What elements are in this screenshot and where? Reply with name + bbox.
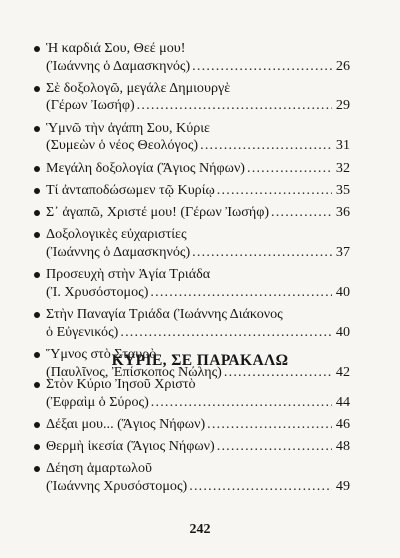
- leader-dots: [207, 416, 332, 434]
- toc-entry[interactable]: [34, 182, 350, 200]
- toc-entry-title: Ὕμνος στὸ Σταυρὸ: [46, 346, 157, 363]
- toc-entry-author: (Γέρων Ἰωσήφ): [46, 97, 135, 114]
- toc-entry-title: Δέξαι μου... (Ἅγιος Νήφων): [46, 415, 206, 432]
- leader-dots: [192, 244, 332, 262]
- toc-entry-title: Σὲ δοξολογῶ, μεγάλε Δημιουργὲ: [46, 79, 231, 96]
- toc-entry[interactable]: [34, 266, 350, 301]
- toc-entry-page: 40: [335, 283, 350, 300]
- bullet-icon: [34, 86, 40, 92]
- bullet-icon: [34, 232, 40, 238]
- bullet-icon: [34, 210, 40, 216]
- toc-entry-title: Στὴν Παναγία Τριάδα (Ἰωάννης Διάκονος: [46, 306, 283, 323]
- bullet-icon: [34, 46, 40, 52]
- bullet-icon: [34, 444, 40, 450]
- toc-entry[interactable]: [34, 306, 350, 341]
- bullet-icon: [34, 166, 40, 172]
- bullet-icon: [34, 466, 40, 472]
- toc-entry-author: ὁ Εὐγενικός): [46, 323, 119, 340]
- leader-dots: [150, 284, 332, 302]
- toc-entry-page: 31: [335, 137, 350, 154]
- toc-entry-title: Θερμὴ ἱκεσία (Ἅγιος Νήφων): [46, 438, 215, 455]
- toc-entry[interactable]: [34, 226, 350, 261]
- toc-entry-author: (Ἰωάννης Χρυσόστομος): [46, 478, 188, 495]
- toc-entry[interactable]: [34, 376, 350, 411]
- bullet-icon: [34, 422, 40, 428]
- toc-entry[interactable]: [34, 416, 350, 434]
- toc-entry-author: (Ἰ. Χρυσόστομος): [46, 283, 149, 300]
- leader-dots: [137, 97, 332, 115]
- toc-entry-page: 29: [335, 97, 350, 114]
- toc-entry-author: (Συμεὼν ὁ νέος Θεολόγος): [46, 137, 199, 154]
- toc-entry[interactable]: [34, 438, 350, 456]
- toc-entry-title: Τί ἀνταποδώσωμεν τῷ Κυρίῳ: [46, 181, 215, 198]
- toc-entry-page: 46: [335, 415, 350, 432]
- toc-entry-page: 26: [335, 57, 350, 74]
- toc-entry-title: Σ᾽ ἀγαπῶ, Χριστέ μου! (Γέρων Ἰωσήφ): [46, 204, 270, 221]
- toc-entry-title: Ὑμνῶ τὴν ἀγάπη Σου, Κύριε: [46, 119, 210, 136]
- toc-entry-title: Ἡ καρδιά Σου, Θεέ μου!: [46, 40, 186, 56]
- toc-entry-page: 49: [335, 478, 350, 495]
- toc-list-section-1: [34, 40, 350, 381]
- toc-entry-title: Προσευχὴ στὴν Ἁγία Τριάδα: [46, 266, 211, 283]
- toc-entry-author: (Ἰωάννης ὁ Δαμασκηνός): [46, 57, 191, 74]
- toc-entry-page: 37: [335, 244, 350, 261]
- toc-entry-title: Μεγάλη δοξολογία (Ἅγιος Νήφων): [46, 159, 246, 176]
- leader-dots: [120, 324, 332, 342]
- leader-dots: [151, 394, 332, 412]
- leader-dots: [200, 137, 332, 155]
- toc-entry-page: 36: [335, 204, 350, 221]
- bullet-icon: [34, 126, 40, 132]
- page-number: 242: [189, 522, 211, 537]
- toc-entry[interactable]: [34, 204, 350, 222]
- leader-dots: [192, 58, 332, 76]
- bullet-icon: [34, 272, 40, 278]
- toc-entry-page: 40: [335, 323, 350, 340]
- toc-entry[interactable]: [34, 120, 350, 155]
- bullet-icon: [34, 382, 40, 388]
- bullet-icon: [34, 312, 40, 318]
- toc-entry-title: Δοξολογικὲς εὐχαριστίες: [46, 226, 187, 243]
- leader-dots: [271, 204, 332, 222]
- toc-list-section-2: [34, 376, 350, 496]
- toc-entry-page: 35: [335, 181, 350, 198]
- bullet-icon: [34, 188, 40, 194]
- toc-entry-author: (Ἰωάννης ὁ Δαμασκηνός): [46, 244, 191, 261]
- leader-dots: [247, 160, 332, 178]
- toc-entry-author: (Ἐφραὶμ ὁ Σύρος): [46, 393, 149, 410]
- section-heading: ΚΥΡΙΕ, ΣΕ ΠΑΡΑΚΑΛΩ: [111, 352, 289, 369]
- toc-entry-page: 48: [335, 438, 350, 455]
- toc-entry-title: Δέηση ἁμαρτωλοῦ: [46, 460, 152, 477]
- toc-entry[interactable]: [34, 160, 350, 178]
- toc-entry[interactable]: [34, 460, 350, 495]
- toc-entry-page: 44: [335, 393, 350, 410]
- toc-entry-page: 42: [335, 363, 350, 380]
- toc-entry-author: (Παυλῖνος, Ἐπίσκοπος Νώλης): [46, 363, 222, 380]
- leader-dots: [217, 438, 332, 456]
- leader-dots: [189, 478, 332, 496]
- toc-entry-title: Στὸν Κύριο Ἰησοῦ Χριστὸ: [46, 376, 196, 392]
- leader-dots: [217, 182, 332, 200]
- toc-entry[interactable]: [34, 40, 350, 75]
- toc-entry-page: 32: [335, 159, 350, 176]
- toc-entry[interactable]: [34, 80, 350, 115]
